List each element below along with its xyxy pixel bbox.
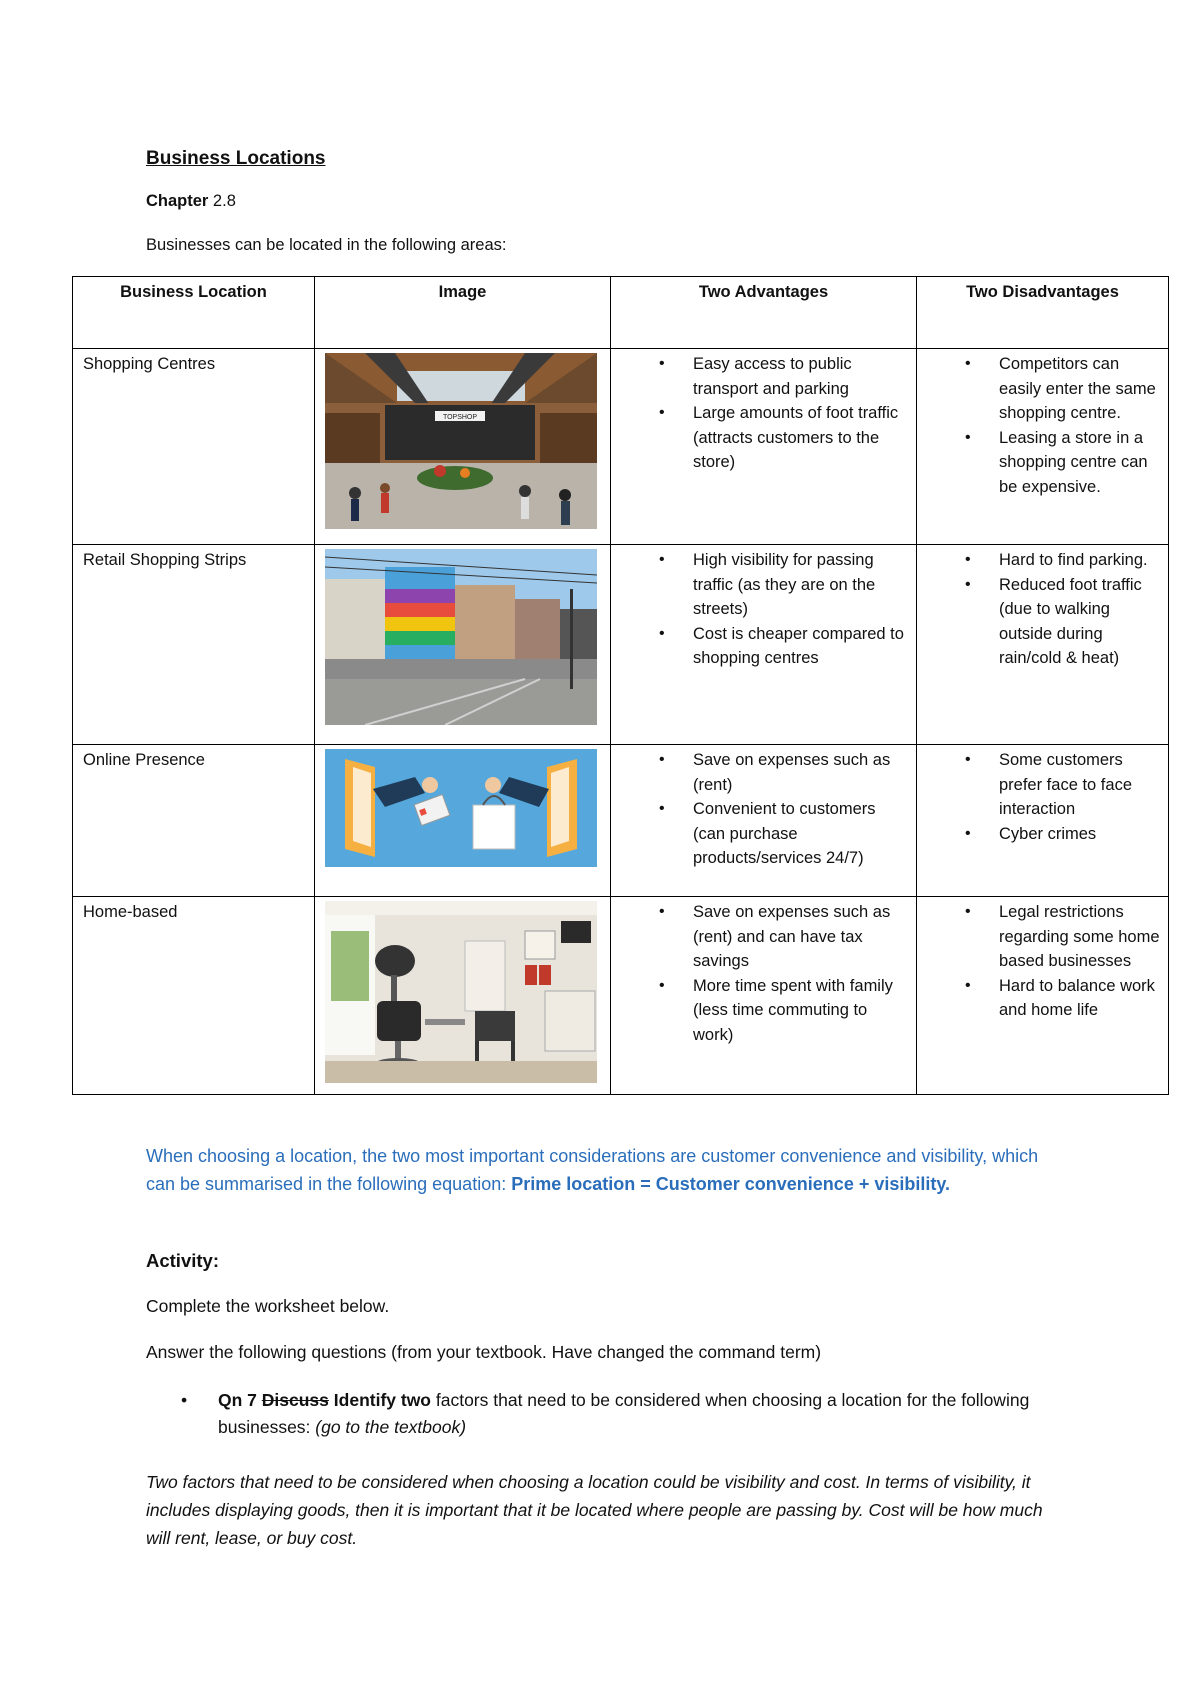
list-item: • Cost is cheaper compared to shopping centres [611,622,908,671]
table-row [73,897,1169,1095]
advantages-list [611,545,916,671]
header-image: Image [315,277,611,349]
home-salon-photo [325,901,597,1083]
list-item: • Legal restrictions regarding some home based businesses [917,900,1160,974]
location-name: Shopping Centres [83,355,216,373]
list-item: • Leasing a store in a shopping centre can be expensive. [917,426,1160,500]
chapter-label: Chapter 2.8 [146,192,236,210]
table-row [73,349,1169,545]
document-title: Business Locations [146,148,326,169]
header-location: Business Location [73,277,315,349]
question-item: • Qn 7 Discuss Identify two factors that need to be considered when choosing a location for the following businesses: (go to the textbook) [188,1387,1068,1441]
location-name: Home-based [83,903,178,921]
shopping-centre-photo [325,353,597,529]
advantages-list [611,349,916,475]
list-item: • Some customers prefer face to face interaction [917,748,1160,822]
activity-heading: Activity: [146,1250,219,1271]
list-item: • Save on expenses such as (rent) and can have tax savings [611,900,908,974]
business-locations-table [72,276,1169,1095]
header-disadvantages: Two Disadvantages [917,277,1169,349]
disadvantages-list [917,349,1168,499]
disadvantages-list [917,545,1168,671]
bullet-icon: • [181,1390,188,1410]
table-row [73,545,1169,745]
prime-location-note: When choosing a location, the two most important considerations are customer convenience and visibility, which can be summarised in the following equation: Prime location = Customer convenience + visibility. [146,1146,1039,1194]
intro-text: Businesses can be located in the following areas: [146,236,507,254]
location-name: Online Presence [83,751,205,769]
list-item: • Easy access to public transport and parking [611,352,908,401]
prime-location-equation: Prime location = Customer convenience + visibility [511,1174,946,1194]
list-item: • More time spent with family (less time commuting to work) [611,974,908,1048]
disadvantages-list [917,745,1168,846]
shopping-strip-photo [325,549,597,725]
shop-sign-text: TOPSHOP [442,414,478,421]
list-item: • Hard to balance work and home life [917,974,1160,1023]
list-item: • Cyber crimes [917,822,1160,847]
table-row [73,745,1169,897]
answer-instruction: Answer the following questions (from your textbook. Have changed the command term) [146,1342,822,1362]
complete-instruction: Complete the worksheet below. [146,1296,390,1316]
disadvantages-list [917,897,1168,1023]
list-item: • Save on expenses such as (rent) [611,748,908,797]
list-item: • Reduced foot traffic (due to walking outside during rain/cold & heat) [917,573,1160,671]
list-item: • Convenient to customers (can purchase products/services 24/7) [611,797,908,871]
table-header-row [73,277,1169,349]
header-advantages: Two Advantages [611,277,917,349]
advantages-list [611,745,916,871]
list-item: • Large amounts of foot traffic (attracts customers to the store) [611,401,908,475]
list-item: • High visibility for passing traffic (as they are on the streets) [611,548,908,622]
online-shopping-illustration [325,749,597,867]
location-name: Retail Shopping Strips [83,551,247,569]
student-response: Two factors that need to be considered when choosing a location could be visibility and cost. In terms of visibility, it includes displaying goods, then it is important that it be located where people are passing by. Cost will be how much will rent, lease, or buy cost. [146,1472,1043,1548]
advantages-list [611,897,916,1047]
list-item: • Competitors can easily enter the same shopping centre. [917,352,1160,426]
list-item: • Hard to find parking. [917,548,1160,573]
